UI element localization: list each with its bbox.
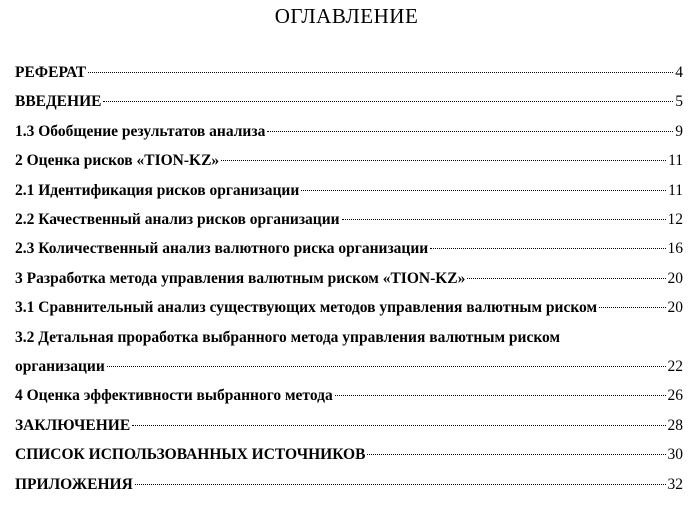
toc-entry-4 <box>15 381 683 410</box>
toc-entry-page-number: 32 <box>667 475 683 493</box>
toc-entry-page-number: 20 <box>667 269 683 287</box>
page-title: ОГЛАВЛЕНИЕ <box>274 4 419 28</box>
toc-entry-1-3 <box>15 117 683 146</box>
dot-leader <box>430 248 665 249</box>
toc-entry-label: 2 Оценка рисков «TION-KZ» <box>15 152 220 170</box>
dot-leader <box>367 454 665 455</box>
toc-entry-page-number: 4 <box>675 64 683 81</box>
toc-entry-zaklyuchenie <box>15 411 683 440</box>
toc-entry-3-1 <box>15 293 683 322</box>
dot-leader <box>342 219 666 220</box>
toc-entry-page-number: 12 <box>667 211 683 229</box>
toc-entry-label: 2.2 Качественный анализ рисков организации <box>15 211 340 229</box>
toc-entry-2-3 <box>15 234 683 263</box>
dot-leader <box>301 190 666 191</box>
dot-leader <box>467 278 665 279</box>
toc-entry-label: 2.3 Количественный анализ валютного риска организации <box>15 240 429 258</box>
toc-entry-vvedenie <box>15 87 683 116</box>
dot-leader <box>267 131 673 132</box>
toc-entry-page-number: 9 <box>675 122 683 140</box>
toc-entry-label: 4 Оценка эффективности выбранного метода <box>15 387 333 405</box>
toc-entry-label: СПИСОК ИСПОЛЬЗОВАННЫХ ИСТОЧНИКОВ <box>15 446 366 464</box>
dot-leader <box>599 307 665 308</box>
toc-entry-sources <box>15 440 683 469</box>
toc-entry-page-number: 11 <box>668 181 683 199</box>
dot-leader <box>103 101 673 102</box>
toc-entry-label-line2: организации <box>15 358 105 376</box>
toc-entry-page-number: 5 <box>675 93 683 111</box>
toc-entry-label-line1: 3.2 Детальная проработка выбранного метода управления валютным риском <box>15 328 561 346</box>
toc-entry-label: 3 Разработка метода управления валютным риском «TION-KZ» <box>15 269 466 287</box>
dot-leader <box>221 160 666 161</box>
toc-entry-label: РЕФЕРАТ <box>15 64 87 81</box>
toc-entry-label: 1.3 Обобщение результатов анализа <box>15 122 266 140</box>
toc-entry-label: ПРИЛОЖЕНИЯ <box>15 475 133 493</box>
toc-entry-label: 2.1 Идентификация рисков организации <box>15 181 300 199</box>
toc-entry-label: ВВЕДЕНИЕ <box>15 93 102 111</box>
table-of-contents <box>15 58 683 499</box>
toc-entry-page-number: 16 <box>667 240 683 258</box>
dot-leader <box>107 366 666 367</box>
toc-entry-referat <box>15 58 683 87</box>
toc-entry-2 <box>15 146 683 175</box>
dot-leader <box>88 72 673 73</box>
dot-leader <box>335 395 666 396</box>
toc-entry-3 <box>15 264 683 293</box>
toc-entry-page-number: 26 <box>667 387 683 405</box>
toc-entry-label: 3.1 Сравнительный анализ существующих методов управления валютным риском <box>15 299 598 317</box>
toc-entry-label: ЗАКЛЮЧЕНИЕ <box>15 416 131 434</box>
dot-leader <box>132 425 665 426</box>
toc-entry-page-number: 22 <box>667 358 683 376</box>
toc-entry-line2 <box>15 352 683 381</box>
toc-entry-2-1 <box>15 176 683 205</box>
toc-entry-page-number: 30 <box>667 446 683 464</box>
toc-entry-3-2 <box>15 323 683 382</box>
toc-entry-page-number: 11 <box>668 152 683 170</box>
dot-leader <box>135 484 666 485</box>
toc-entry-2-2 <box>15 205 683 234</box>
toc-entry-page-number: 20 <box>667 299 683 317</box>
toc-entry-appendices <box>15 470 683 499</box>
toc-entry-page-number: 28 <box>667 416 683 434</box>
